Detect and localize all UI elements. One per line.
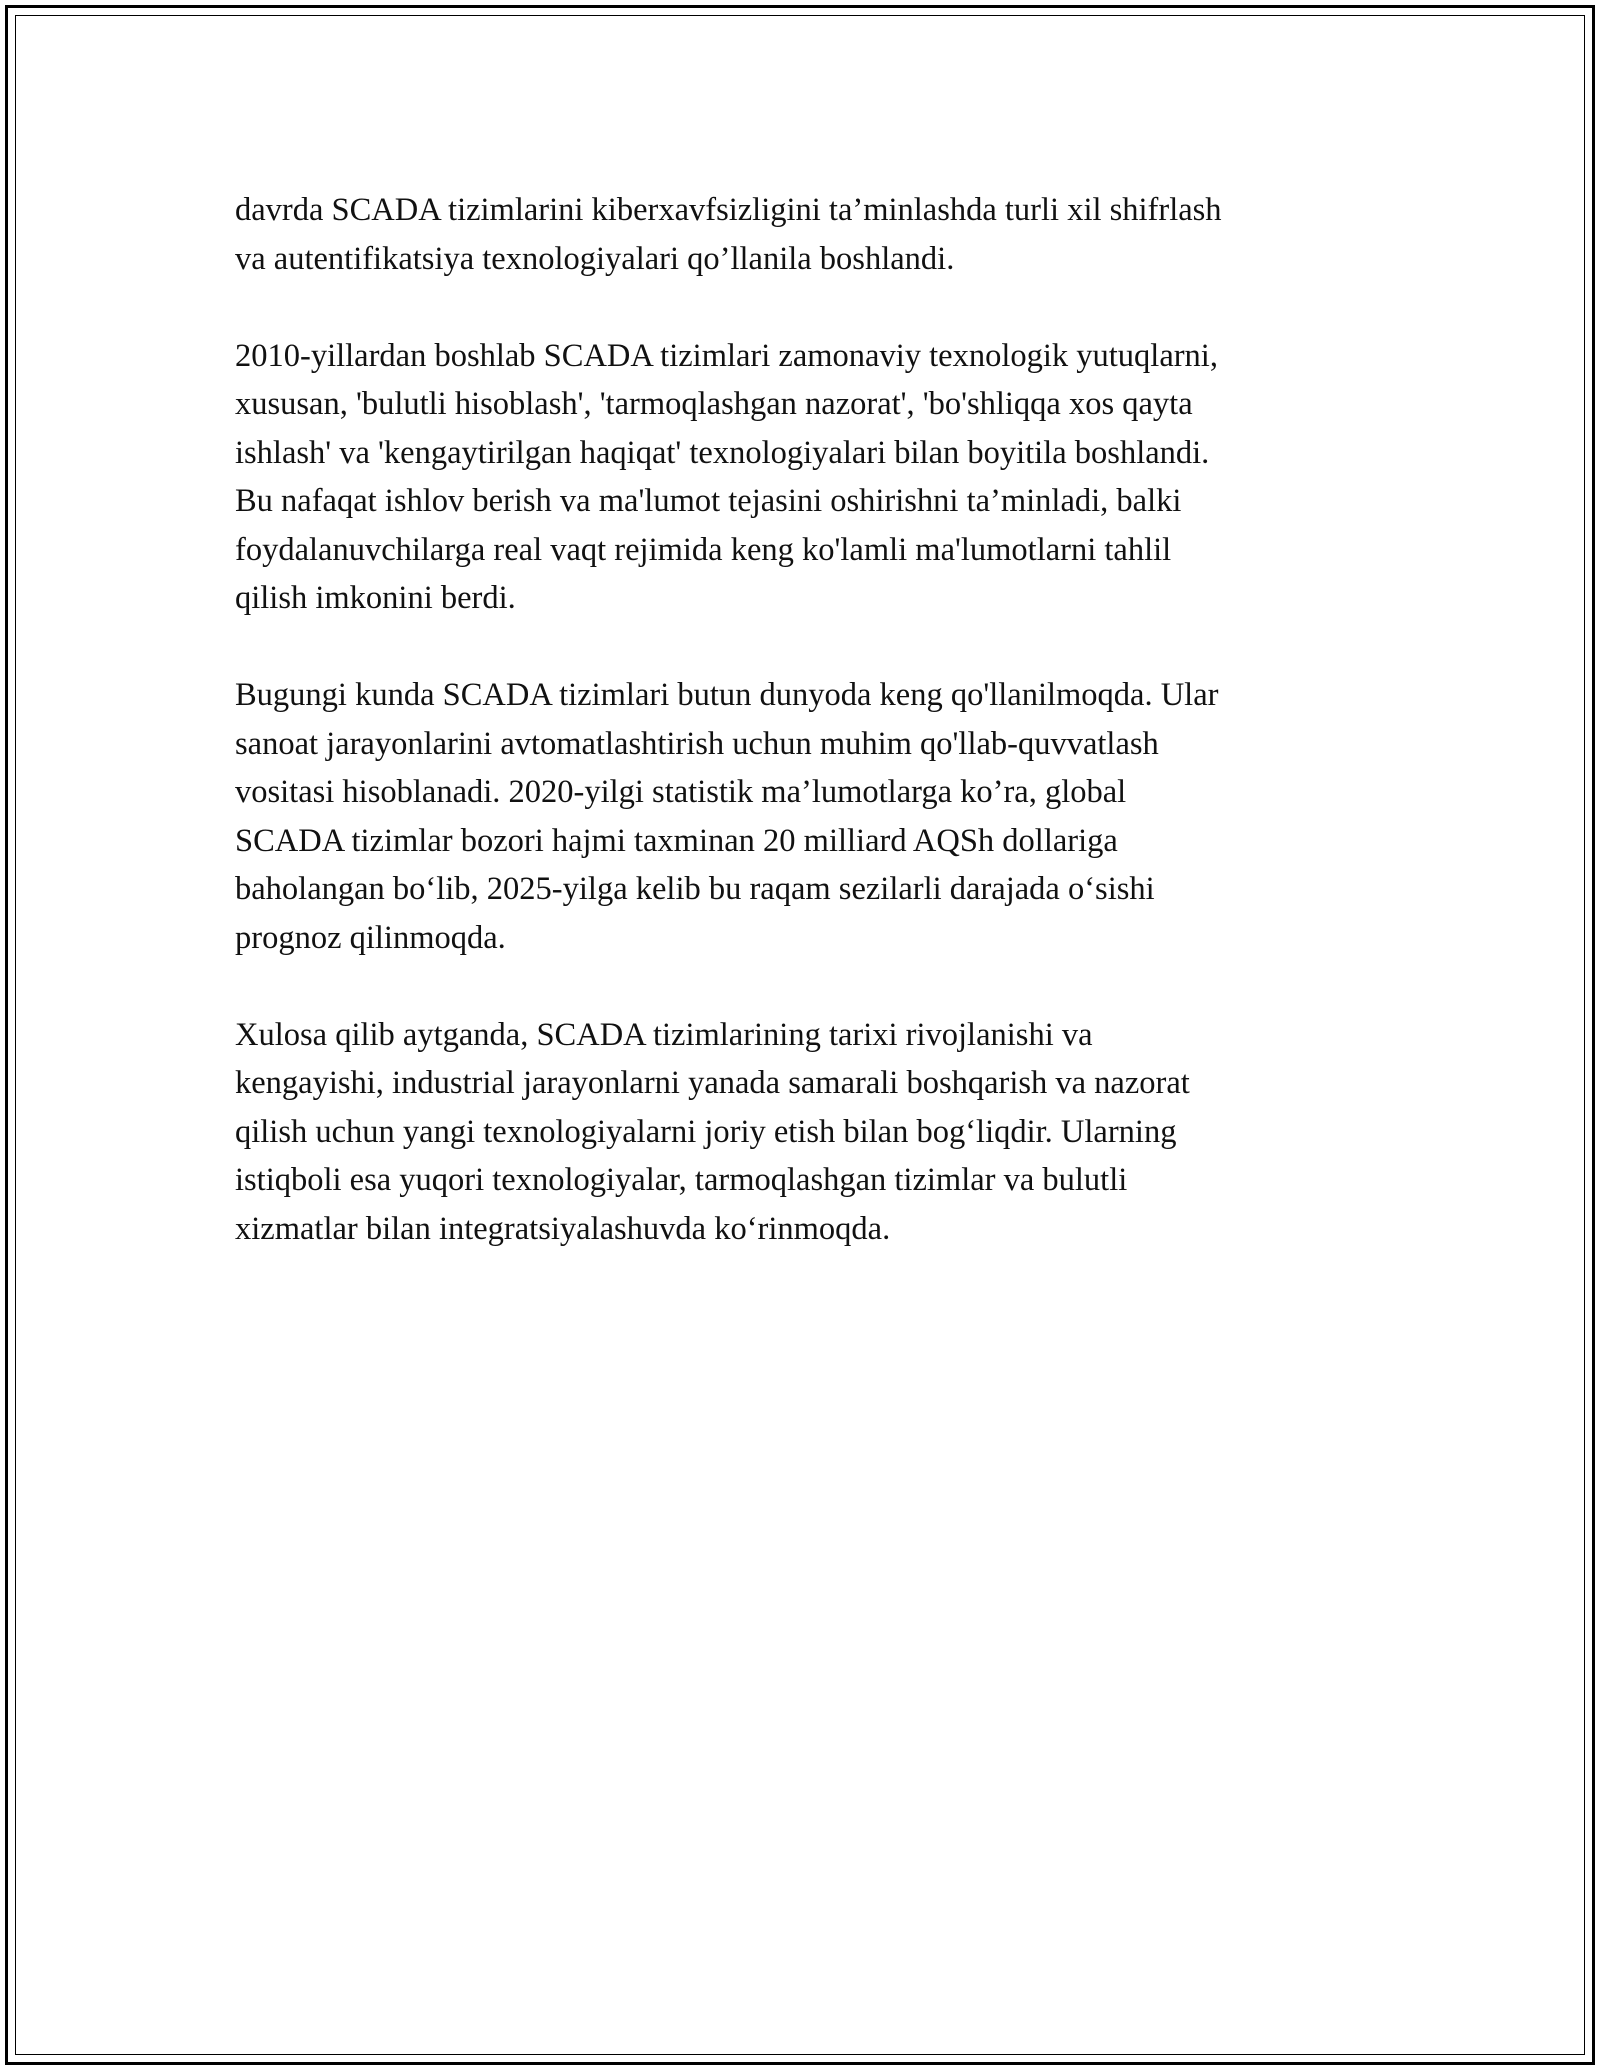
paragraph-shifrlash: davrda SCADA tizimlarini kiberxavfsizligini ta’minlashda turli xil shifrlash va autentifikatsiya texnologiyalari qo’llanila boshlandi.	[235, 192, 1222, 277]
document-body	[235, 186, 1365, 1302]
paragraph-bugungi-kunda: Bugungi kunda SCADA tizimlari butun dunyoda keng qo'llanilmoqda. Ular sanoat jarayonlarini avtomatlashtirish uchun muhim qo'llab-quvvatlash vositasi hisoblanadi. 2020-yilgi statistik ma’lumotlarga ko’ra, global SCADA tizimlar bozori hajmi taxminan 20 milliard AQSh dollariga baholangan bo‘lib, 2025-yilga kelib bu raqam sezilarli darajada o‘sishi prognoz qilinmoqda.	[235, 677, 1219, 956]
paragraph-xulosa: Xulosa qilib aytganda, SCADA tizimlarining tarixi rivojlanishi va kengayishi, industrial jarayonlarni yanada samarali boshqarish va nazorat qilish uchun yangi texnologiyalarni joriy etish bilan bog‘liqdir. Ularning istiqboli esa yuqori texnologiyalar, tarmoqlashgan tizimlar va bulutli xizmatlar bilan integratsiyalashuvda ko‘rinmoqda.	[235, 1016, 1190, 1247]
paragraph-2010-yillar: 2010-yillardan boshlab SCADA tizimlari zamonaviy texnologik yutuqlarni, xususan, 'bulutli hisoblash', 'tarmoqlashgan nazorat', 'bo'shliqqa xos qayta ishlash' va 'kengaytirilgan haqiqat' texnologiyalari bilan boyitila boshlandi. Bu nafaqat ishlov berish va ma'lumot tejasini oshirishni ta’minladi, balki foydalanuvchilarga real vaqt rejimida keng ko'lamli ma'lumotlarni tahlil qilish imkonini berdi.	[235, 337, 1218, 616]
